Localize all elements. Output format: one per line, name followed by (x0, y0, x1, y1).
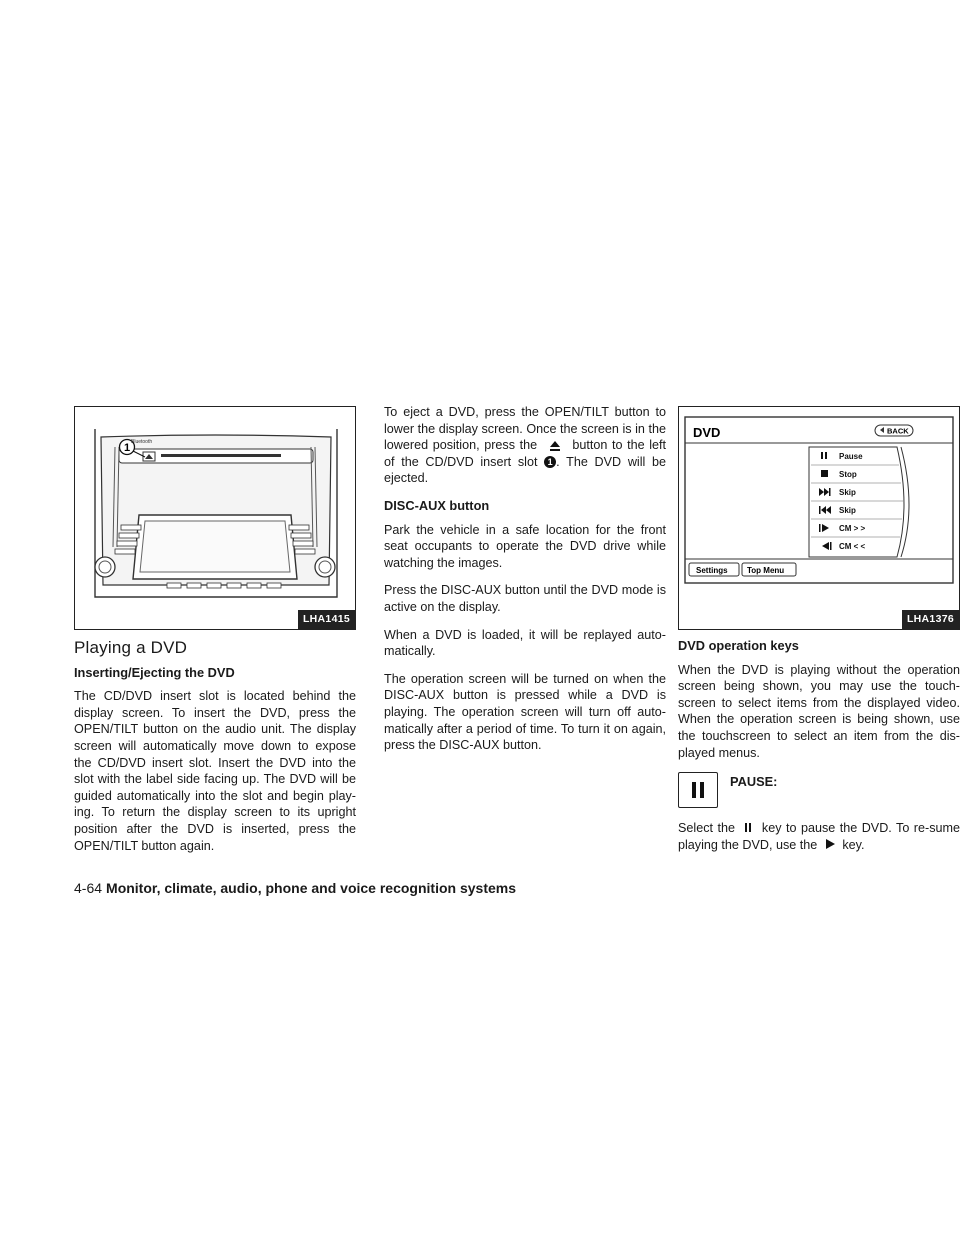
menu-skip-back: Skip (839, 506, 856, 515)
inserting-body: The CD/DVD insert slot is located behind the display screen. To insert the DVD, press the OPEN/TILT button on the audio unit. The display screen will automatically move down to expose the CD/DVD insert slot. Insert the DVD into the slot with the label side facing up. The DVD will be guided automatically into the slot and begin play-ing. To return the display screen to its upright position after the DVD is inserted, press the OPEN/TILT button again. (74, 689, 356, 853)
menu-stop: Stop (839, 470, 857, 479)
pause-paragraph (678, 820, 960, 853)
page-footer (74, 880, 516, 896)
eject-paragraph (384, 404, 666, 487)
audio-unit-figure (74, 406, 356, 630)
eject-icon (542, 439, 568, 453)
audio-unit-illustration (75, 407, 355, 629)
menu-skip-forward: Skip (839, 488, 856, 497)
dvd-keys-body: When the DVD is playing without the operation screen being shown, you may use the touch-screen to select items from the displayed video. When the operation screen is being shown, use the touchscreen to select an item from the dis-played menus. (678, 662, 960, 760)
pause-text-2: key to pause the DVD. To re-sume playing the DVD, use the (678, 821, 960, 852)
disc-aux-heading: DISC-AUX button (384, 497, 490, 513)
inserting-heading: Inserting/Ejecting the DVD (74, 664, 235, 680)
figure-code: LHA1415 (298, 610, 355, 629)
menu-pause: Pause (839, 452, 863, 461)
disc-aux-p4: The operation screen will be turned on when the DISC-AUX button is pressed while a DVD is playing. The operation screen will turn off auto-matically after a period of time. To turn it on again, press the DISC-AUX button. (384, 671, 666, 753)
pause-key-row (678, 772, 960, 808)
disc-aux-p1: Park the vehicle in a safe location for the front seat occupants to operate the DVD drive while watching the images. (384, 522, 666, 570)
pause-text-1: Select the (678, 821, 735, 836)
top-menu-label: Top Menu (747, 566, 785, 575)
pause-key-icon (678, 772, 718, 808)
chapter-title: Monitor, climate, audio, phone and voice recognition systems (106, 880, 516, 896)
pause-title: PAUSE: (730, 774, 778, 790)
figure-code: LHA1376 (902, 610, 959, 629)
pause-text-3: key. (842, 837, 865, 852)
dvd-screen-illustration (679, 407, 959, 629)
page-number: 4-64 (74, 880, 103, 896)
callout-1-icon: 1 (544, 456, 556, 468)
disc-aux-p2: Press the DISC-AUX button until the DVD mode is active on the display. (384, 583, 666, 614)
menu-cm-forward: CM > > (839, 524, 866, 533)
left-column (74, 406, 356, 865)
back-label: BACK (887, 426, 909, 436)
bluetooth-text: Bluetooth (131, 439, 153, 445)
middle-column (384, 404, 666, 765)
eject-text-3: . The DVD will be ejected. (384, 454, 667, 486)
settings-label: Settings (696, 566, 728, 575)
eject-text-1: To eject a DVD, press the OPEN/TILT button to lower the display screen. Once the screen is in the lowered position, press the (384, 405, 666, 453)
dvd-screen-figure (678, 406, 960, 630)
callout-number: 1 (123, 442, 131, 454)
disc-aux-p3: When a DVD is loaded, it will be replayed auto-matically. (384, 627, 666, 659)
play-icon (821, 838, 839, 852)
section-title: Playing a DVD (74, 638, 188, 657)
dvd-keys-heading: DVD operation keys (678, 638, 799, 653)
menu-cm-back: CM < < (839, 542, 866, 551)
pause-icon (739, 822, 757, 836)
right-column (678, 406, 960, 864)
eject-text-2: button to the left of the CD/DVD insert slot (384, 438, 667, 469)
dvd-title: DVD (693, 425, 721, 440)
